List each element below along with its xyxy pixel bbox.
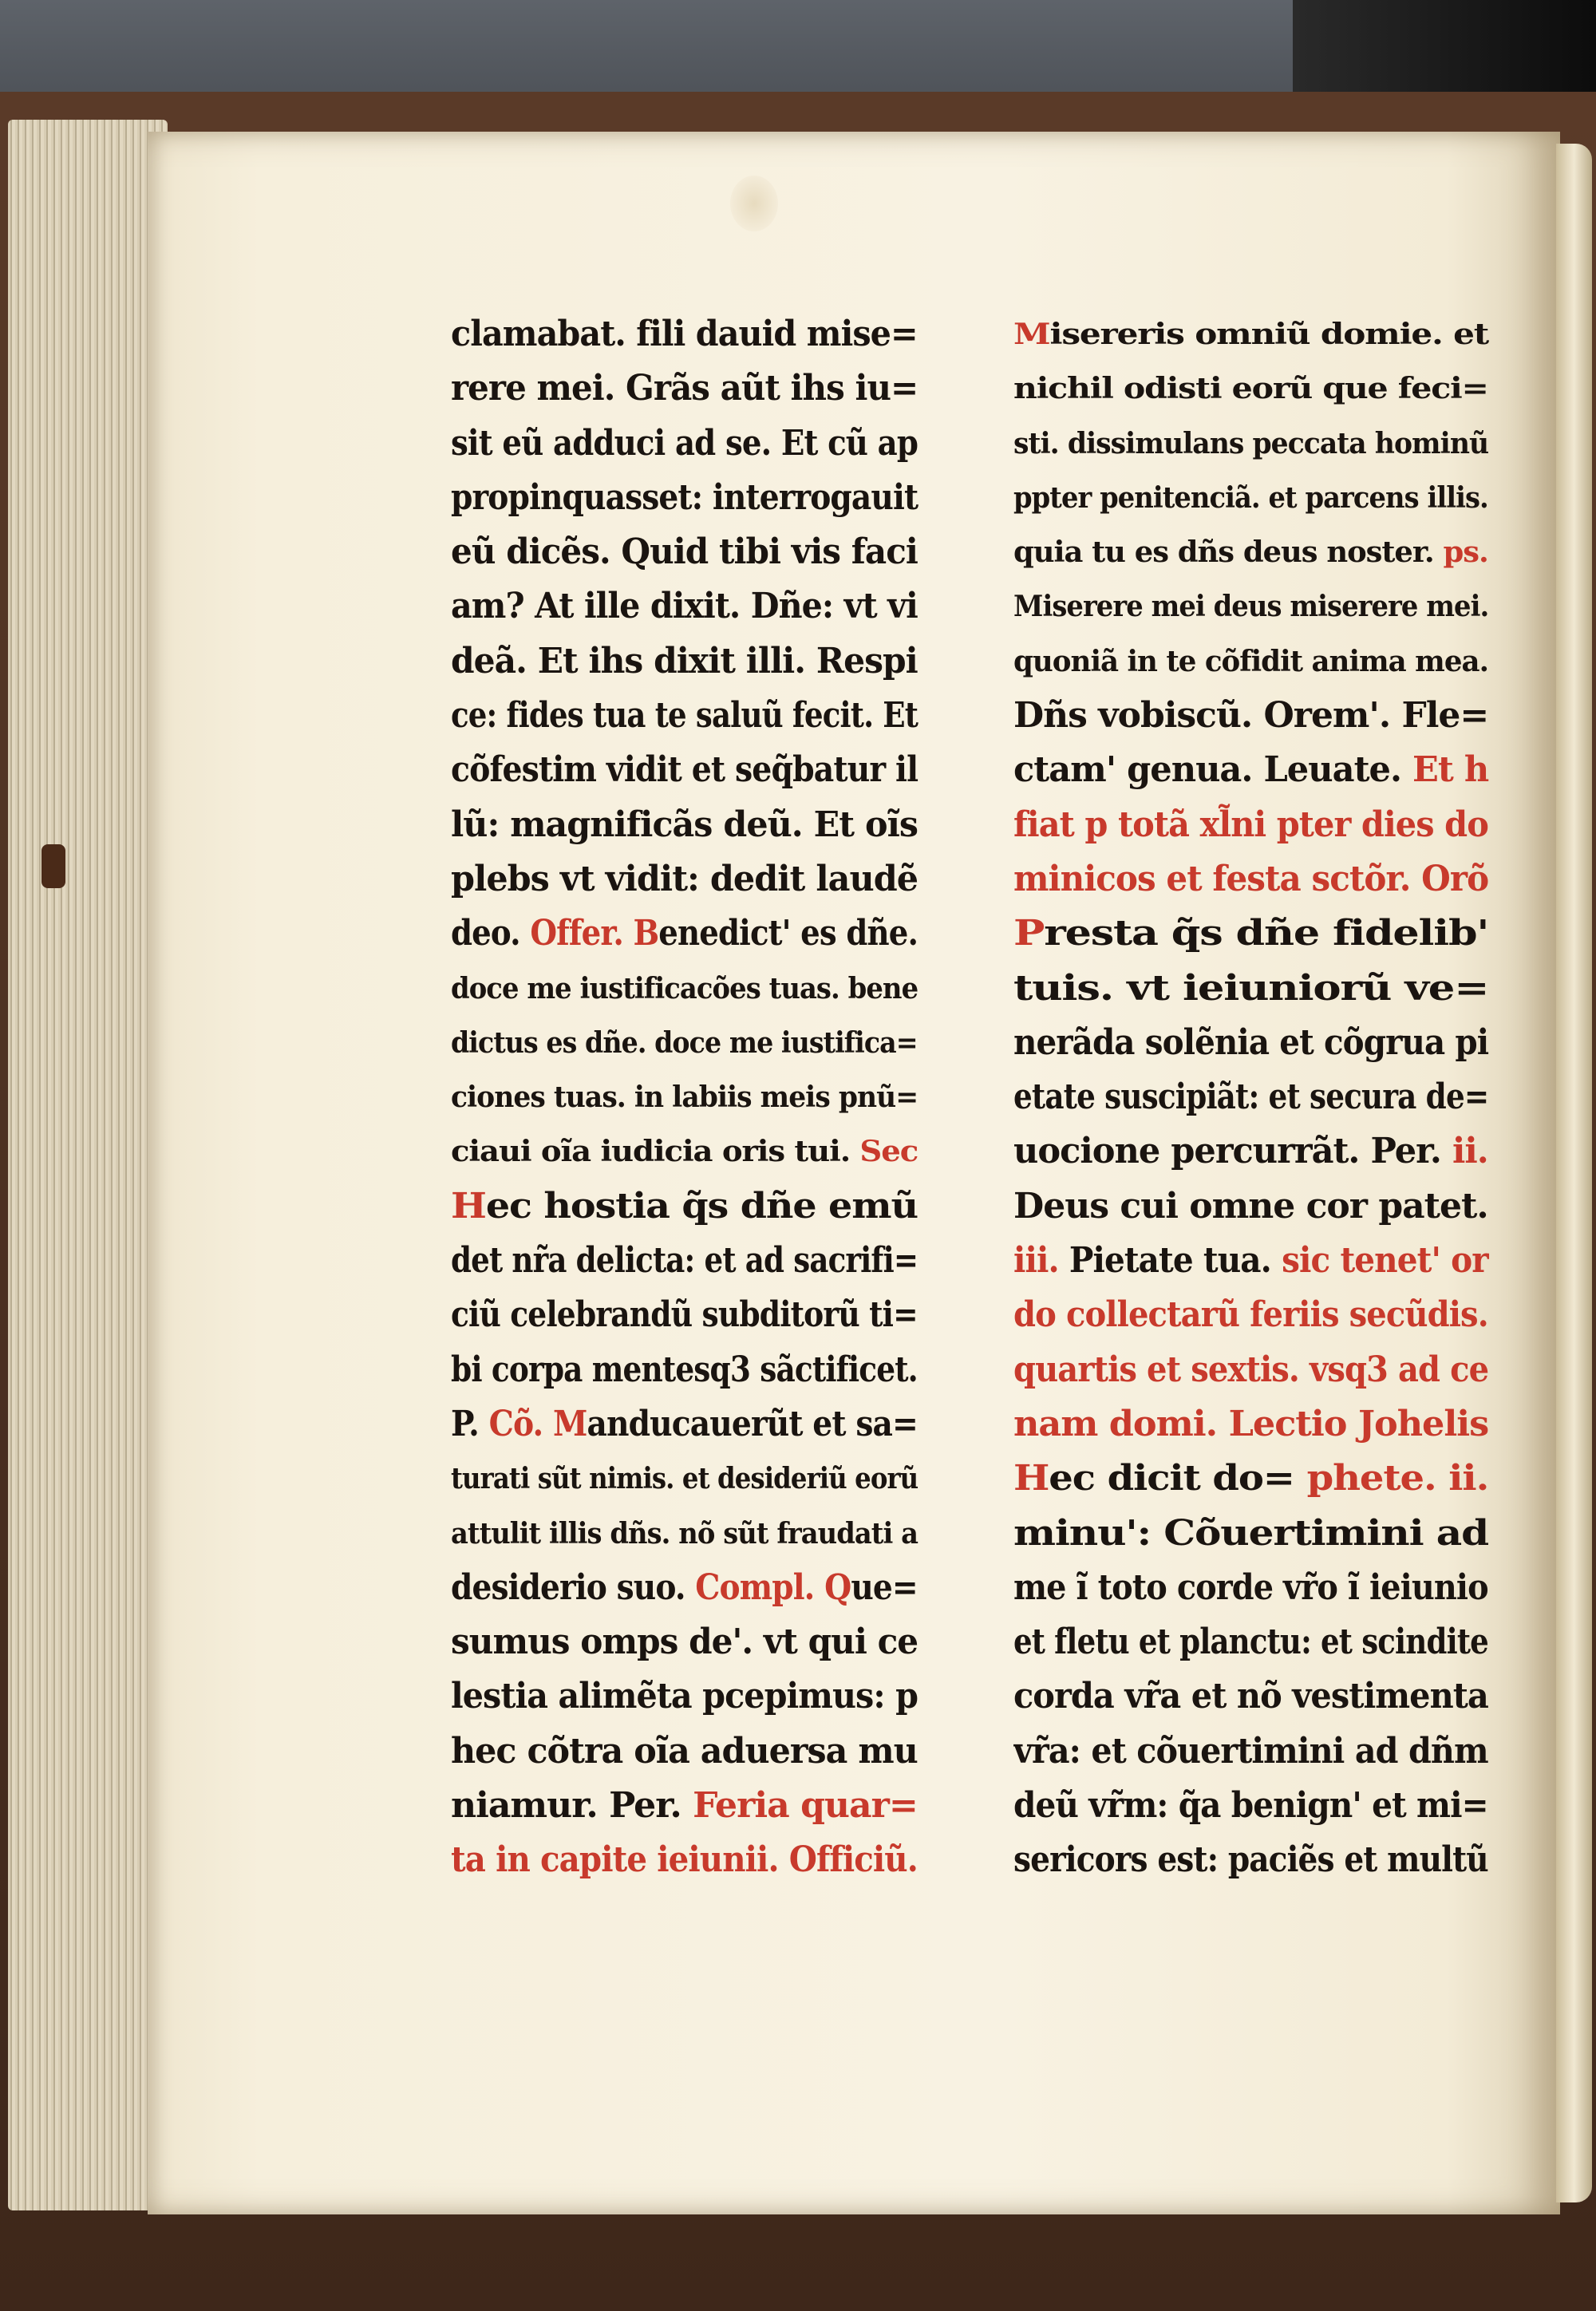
body-text: uocione percurrãt. Per. xyxy=(1013,1131,1452,1172)
page-edge xyxy=(1556,144,1592,2202)
text-line: plebs vt vidit: dedit laudẽ xyxy=(451,858,918,899)
text-line xyxy=(451,1779,922,1833)
text-line: vr̃a: et cõuertimini ad dñm xyxy=(1013,1730,1488,1772)
text-line: attulit illis dñs. nõ sũt fraudati a xyxy=(451,1516,918,1551)
rubric-text: H xyxy=(1013,1458,1049,1499)
text-line: ciũ celebrandũ subditorũ ti= xyxy=(451,1294,918,1336)
text-line: lestia alimẽta pcepimus: p xyxy=(451,1676,918,1717)
rubric-text: ii. xyxy=(1452,1131,1488,1172)
rubric-text: ps. xyxy=(1443,535,1488,570)
clasp-icon xyxy=(41,844,65,888)
text-line xyxy=(1013,1234,1492,1288)
text-line: sti. dissimulans peccata hominũ xyxy=(1013,426,1489,460)
text-line: sericors est: paciẽs et multũ xyxy=(1013,1839,1488,1881)
text-line: et fletu et planctu: et scindite xyxy=(1013,1622,1488,1663)
body-text: ec dicit do= xyxy=(1049,1458,1307,1499)
text-line: corda vr̃a et nõ vestimenta xyxy=(1013,1676,1488,1717)
rubric-text: Compl. Q xyxy=(695,1566,851,1608)
text-line: deũ vr̃m: q̃a benign' et mi= xyxy=(1013,1785,1488,1827)
text-line: lũ: magnificãs deũ. Et oĩs xyxy=(451,804,918,845)
text-line: tuis. vt ieiuniorũ ve= xyxy=(1013,967,1489,1009)
body-text: niamur. Per. xyxy=(451,1785,693,1827)
text-line: fiat p totã xl̃ni pter dies do xyxy=(1013,804,1488,845)
text-line: clamabat. fili dauid mise= xyxy=(451,314,918,354)
body-text: desiderio suo. xyxy=(451,1566,696,1608)
text-line xyxy=(1013,307,1492,361)
text-line: cõfestim vidit et seq̃batur il xyxy=(451,749,918,791)
body-text: enedict' es dñe. xyxy=(658,913,918,954)
body-text: isereris omniũ domie. et xyxy=(1049,318,1489,351)
body-text: resta q̃s dñe fidelib' xyxy=(1044,913,1489,954)
text-line xyxy=(451,1397,922,1452)
text-line: eũ dicẽs. Quid tibi vis faci xyxy=(451,531,918,573)
text-line: det nr̃a delicta: et ad sacrifi= xyxy=(451,1240,918,1282)
body-text: anducauerũt et sa= xyxy=(587,1403,918,1444)
body-text: ctam' genua. Leuate. xyxy=(1013,749,1413,791)
text-line: nichil odisti eorũ que feci= xyxy=(1013,372,1488,406)
body-text: deo. xyxy=(451,913,531,954)
rubric-text: Cõ. M xyxy=(488,1403,587,1444)
text-line: ppter penitenciã. et parcens illis. xyxy=(1013,480,1488,515)
text-line: ce: fides tua te saluũ fecit. Et xyxy=(451,695,918,737)
body-text: ciaui oĩa iudicia oris tui. xyxy=(451,1135,860,1169)
text-line: ciones tuas. in labiis meis pnũ= xyxy=(451,1080,918,1115)
text-line: hec cõtra oĩa aduersa mu xyxy=(451,1730,918,1772)
text-line: am? At ille dixit. Dñe: vt vi xyxy=(451,586,918,627)
page-stack xyxy=(8,120,168,2210)
text-line xyxy=(1013,907,1492,961)
rubric-text: Feria quar= xyxy=(693,1785,918,1827)
text-line: dictus es dñe. doce me iustifica= xyxy=(451,1025,918,1060)
text-line: doce me iustificacões tuas. bene xyxy=(451,971,918,1005)
text-line xyxy=(451,1561,922,1615)
text-column-right xyxy=(1013,307,1492,1888)
text-line: Dñs vobiscũ. Orem'. Fle= xyxy=(1013,695,1489,737)
rubric-text: Et h xyxy=(1412,749,1489,791)
text-line: bi corpa mentesq3 sãctificet. xyxy=(451,1349,918,1390)
text-line xyxy=(1013,1452,1492,1506)
text-line: minu': Cõuertimini ad xyxy=(1013,1512,1489,1554)
text-line: sumus omps de'. vt qui ce xyxy=(451,1622,918,1663)
rubric-text: Offer. B xyxy=(530,913,659,954)
text-line: minicos et festa sctõr. Orõ xyxy=(1013,858,1489,899)
rubric-text: iii. xyxy=(1013,1240,1069,1282)
text-line: turati sũt nimis. et desideriũ eorũ xyxy=(451,1462,918,1496)
text-line: deã. Et ihs dixit illi. Respi xyxy=(451,640,918,681)
text-line xyxy=(1013,525,1492,579)
rubric-text: P xyxy=(1013,913,1045,954)
text-line: do collectarũ feriis secũdis. xyxy=(1013,1294,1488,1336)
text-line: quartis et sextis. vsq3 ad ce xyxy=(1013,1349,1489,1390)
rubric-text: M xyxy=(1013,318,1050,351)
text-line: nam domi. Lectio Johelis xyxy=(1013,1403,1489,1444)
page-stain xyxy=(730,176,778,231)
text-line xyxy=(451,1179,922,1234)
text-line: nerãda solẽnia et cõgrua pi xyxy=(1013,1021,1489,1063)
rubric-text: sic tenet' or xyxy=(1282,1240,1488,1282)
text-line: quoniã in te cõfidit anima mea. xyxy=(1013,644,1488,678)
text-line xyxy=(1013,1124,1492,1179)
text-line: propinquasset: interrogauit xyxy=(451,476,918,518)
rubric-text: H xyxy=(451,1185,486,1227)
text-line: ta in capite ieiunii. Officiũ. xyxy=(451,1839,918,1881)
text-line: Deus cui omne cor patet. xyxy=(1013,1185,1488,1227)
text-line: me ĩ toto corde vr̃o ĩ ieiunio xyxy=(1013,1566,1488,1608)
text-line xyxy=(1013,743,1492,797)
text-line xyxy=(451,907,922,961)
body-text: P. xyxy=(451,1403,489,1444)
rubric-text: phete. ii. xyxy=(1306,1458,1489,1499)
text-line: rere mei. Grãs aũt ihs iu= xyxy=(451,368,918,409)
text-line: Miserere mei deus miserere mei. xyxy=(1013,590,1489,624)
text-line xyxy=(451,1124,922,1179)
text-line: etate suscipiãt: et secura de= xyxy=(1013,1076,1489,1118)
body-text: quia tu es dñs deus noster. xyxy=(1013,535,1444,570)
text-column-left xyxy=(451,307,922,1888)
body-text: ue= xyxy=(851,1566,918,1608)
rubric-text: Sec xyxy=(859,1135,918,1169)
text-line: sit eũ adduci ad se. Et cũ ap xyxy=(451,422,918,464)
body-text: Pietate tua. xyxy=(1069,1240,1282,1282)
body-text: ec hostia q̃s dñe emũ xyxy=(485,1185,918,1227)
